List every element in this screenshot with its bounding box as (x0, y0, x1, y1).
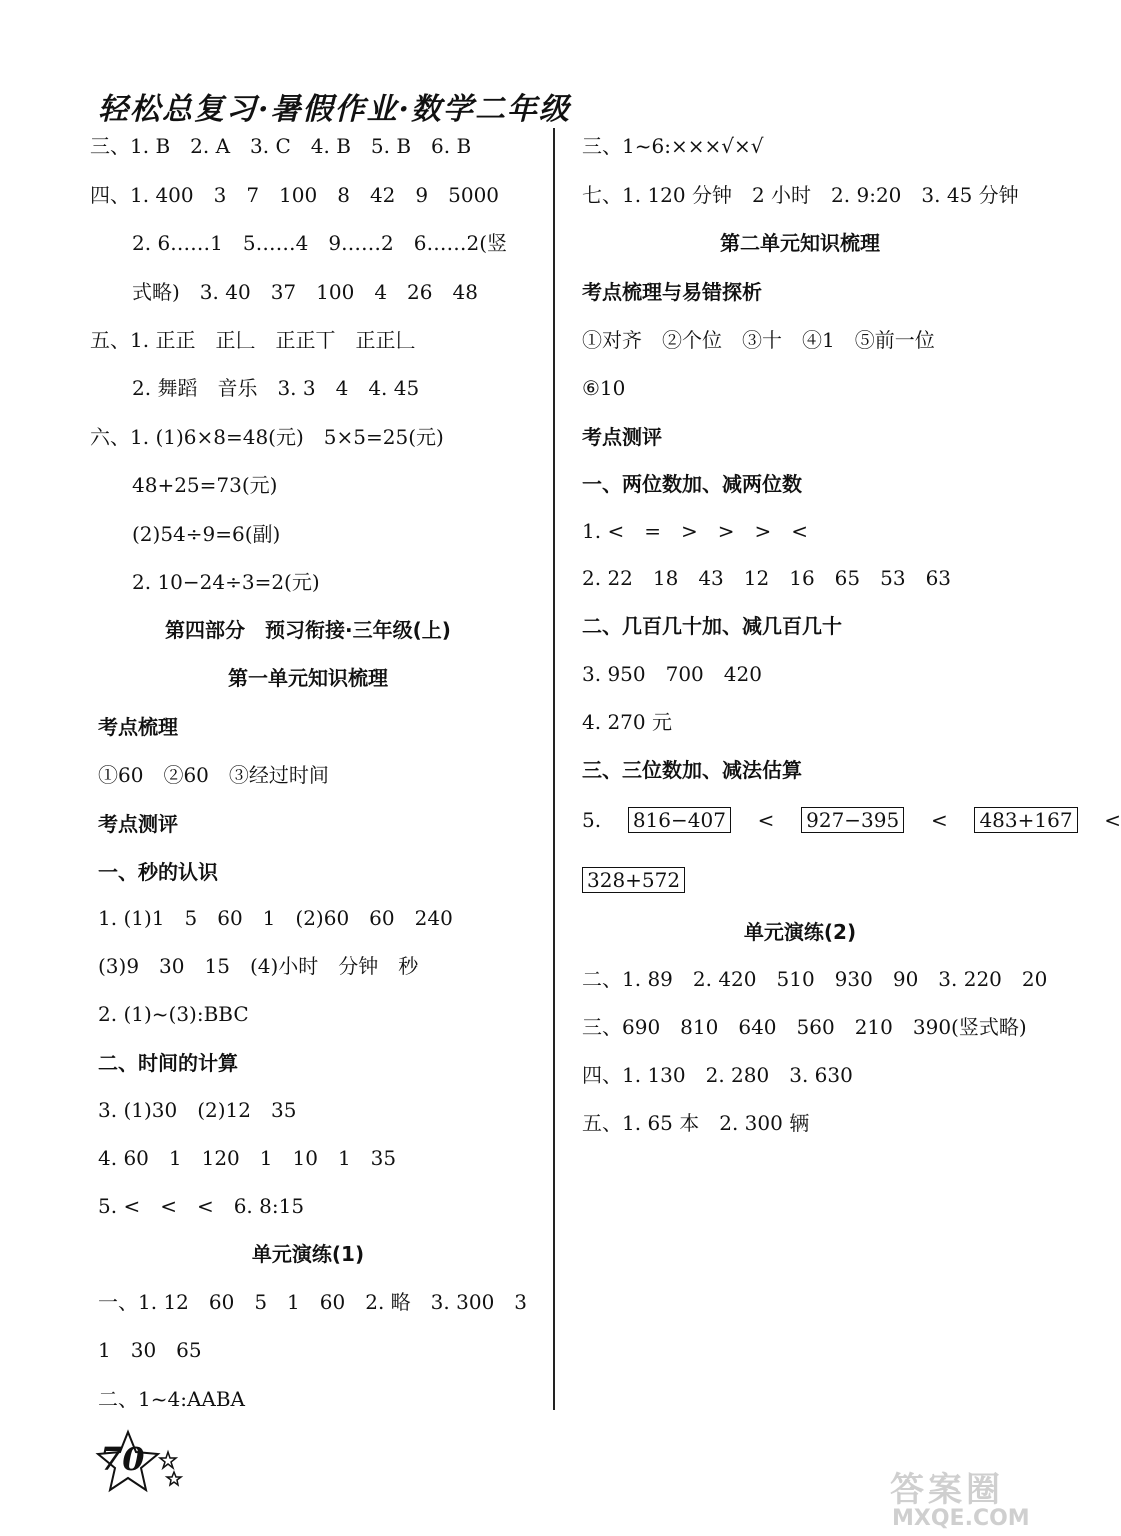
answer-line: 1 30 65 (98, 1338, 202, 1362)
answer-line: 二、1. 89 2. 420 510 930 90 3. 220 20 (582, 967, 1048, 991)
answer-line: 三、1~6:×××√×√ (582, 134, 764, 158)
boxed-expression: 927−395 (801, 807, 904, 833)
answer-line: 3. (1)30 (2)12 35 (98, 1098, 297, 1122)
answer-line: 1. < = > > > < (582, 519, 808, 543)
unit-title: 第二单元知识梳理 (720, 231, 880, 255)
answer-line: (2)54÷9=6(副) (132, 522, 281, 546)
subsection-title: 考点梳理 (98, 715, 178, 739)
unit-title: 单元演练(1) (251, 1242, 365, 1266)
answer-line: 五、1. 正正 正𠃊 正正丅 正正𠃊 (90, 328, 416, 352)
answer-line: 七、1. 120 分钟 2 小时 2. 9:20 3. 45 分钟 (582, 183, 1019, 207)
answer-line: 5. < < < 6. 8:15 (98, 1194, 305, 1218)
question-number: 5. (582, 808, 602, 832)
answer-line: ①60 ②60 ③经过时间 (98, 763, 329, 787)
subsection-title: 考点测评 (582, 425, 662, 449)
answer-line: ⑥10 (582, 376, 626, 400)
answer-line: 六、1. (1)6×8=48(元) 5×5=25(元) (90, 425, 444, 449)
answer-line: 式略) 3. 40 37 100 4 26 48 (132, 280, 478, 304)
answer-line: 一、1. 12 60 5 1 60 2. 略 3. 300 3 (98, 1290, 528, 1314)
less-than-sign: < (757, 808, 775, 832)
page-number: 70 (100, 1440, 145, 1478)
answer-line: 2. 舞蹈 音乐 3. 3 4 4. 45 (132, 376, 420, 400)
answer-line: 1. (1)1 5 60 1 (2)60 60 240 (98, 906, 453, 930)
subsection-title: 三、三位数加、减法估算 (582, 758, 802, 782)
watermark-logo-text: 答案圈 (890, 1470, 1004, 1510)
answer-line: 48+25=73(元) (132, 473, 278, 497)
unit-title: 单元演练(2) (743, 920, 857, 944)
watermark (884, 1462, 1064, 1534)
subsection-title: 一、两位数加、减两位数 (582, 472, 802, 496)
boxed-expression: 483+167 (974, 807, 1077, 833)
answer-line: 3. 950 700 420 (582, 662, 762, 686)
subsection-title: 考点梳理与易错探析 (582, 280, 762, 304)
less-than-sign: < (1104, 808, 1121, 832)
answer-line: 2. 6……1 5……4 9……2 6……2(竖 (132, 231, 508, 255)
column-divider (553, 128, 555, 1410)
boxed-expression: 816−407 (628, 807, 731, 833)
answer-line: 4. 270 元 (582, 710, 672, 734)
answer-line: 三、690 810 640 560 210 390(竖式略) (582, 1015, 1027, 1039)
subsection-title: 二、几百几十加、减几百几十 (582, 614, 842, 638)
estimation-row (582, 806, 1121, 834)
answer-line: 四、1. 400 3 7 100 8 42 9 5000 (90, 183, 500, 207)
answer-line: 4. 60 1 120 1 10 1 35 (98, 1146, 397, 1170)
answer-line: ①对齐 ②个位 ③十 ④1 ⑤前一位 (582, 328, 935, 352)
section-title: 第四部分 预习衔接·三年级(上) (165, 618, 451, 642)
answer-line: 2. 10−24÷3=2(元) (132, 570, 320, 594)
page-header: 轻松总复习·暑假作业·数学二年级 (98, 92, 571, 127)
answer-line: (3)9 30 15 (4)小时 分钟 秒 (98, 954, 419, 978)
answer-line: 2. 22 18 43 12 16 65 53 63 (582, 566, 952, 590)
unit-title: 第一单元知识梳理 (228, 666, 388, 690)
boxed-expression: 328+572 (582, 867, 685, 893)
watermark-url: MXQE.COM (892, 1506, 1030, 1531)
answer-line: 四、1. 130 2. 280 3. 630 (582, 1063, 853, 1087)
page-number-badge (96, 1430, 160, 1492)
subsection-title: 二、时间的计算 (98, 1051, 238, 1075)
less-than-sign: < (930, 808, 948, 832)
answer-line: 2. (1)~(3):BBC (98, 1002, 249, 1026)
answer-line: 二、1~4:AABA (98, 1387, 245, 1411)
subsection-title: 考点测评 (98, 812, 178, 836)
estimation-row (582, 866, 685, 894)
subsection-title: 一、秒的认识 (98, 860, 218, 884)
answer-line: 五、1. 65 本 2. 300 辆 (582, 1111, 810, 1135)
answer-line: 三、1. B 2. A 3. C 4. B 5. B 6. B (90, 134, 472, 158)
